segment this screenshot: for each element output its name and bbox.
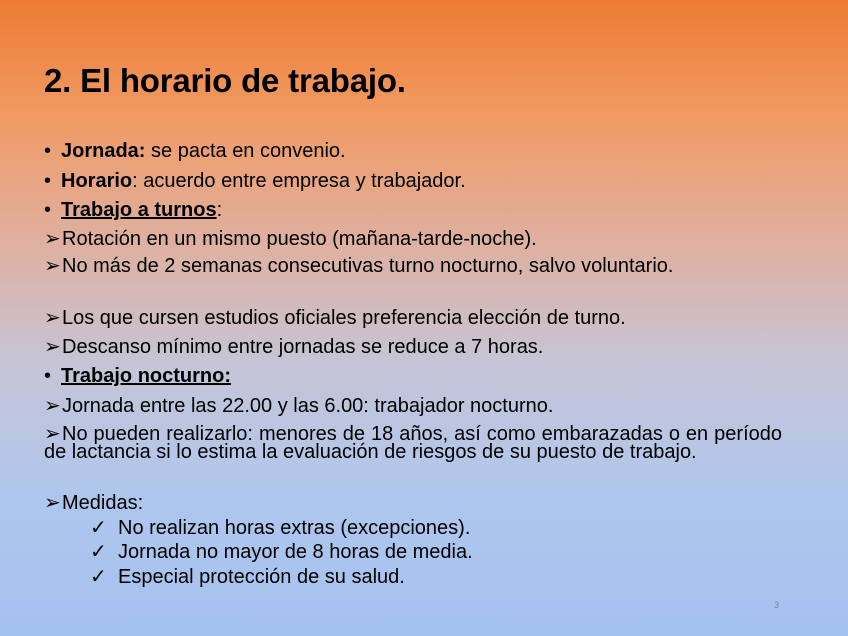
turnos-4-text: Descanso mínimo entre jornadas se reduce a 7 horas. bbox=[62, 336, 544, 358]
bullet-icon: • bbox=[44, 170, 52, 192]
slide-title: 2. El horario de trabajo. bbox=[44, 62, 406, 99]
arrow-icon: ➢ bbox=[44, 423, 61, 445]
list-item-medidas-2 bbox=[44, 542, 782, 562]
nocturno-1-text: Jornada entre las 22.00 y las 6.00: trabajador nocturno. bbox=[62, 395, 554, 417]
bullet-icon: • bbox=[44, 140, 52, 162]
turnos-1-text: Rotación en un mismo puesto (mañana-tarde-noche). bbox=[62, 228, 537, 250]
list-item-turnos bbox=[44, 200, 782, 220]
list-item-turnos-1 bbox=[44, 229, 782, 249]
list-item-nocturno-2 bbox=[44, 425, 782, 461]
turnos-label: Trabajo a turnos bbox=[61, 199, 217, 221]
list-item-turnos-4 bbox=[44, 337, 782, 357]
nocturno-2-text: No pueden realizarlo: menores de 18 años, así como embarazadas o en período de lactancia si lo estima la evaluación de riesgos de su puesto de trabajo. bbox=[44, 423, 782, 463]
check-icon: ✓ bbox=[90, 566, 107, 588]
bullet-icon: • bbox=[44, 365, 52, 387]
medidas-1-text: No realizan horas extras (excepciones). bbox=[118, 517, 471, 539]
jornada-text: se pacta en convenio. bbox=[145, 140, 346, 162]
list-item-jornada bbox=[44, 141, 782, 161]
list-item-medidas bbox=[44, 493, 782, 513]
medidas-2-text: Jornada no mayor de 8 horas de media. bbox=[118, 541, 473, 563]
arrow-icon: ➢ bbox=[44, 395, 61, 417]
horario-text: : acuerdo entre empresa y trabajador. bbox=[132, 170, 466, 192]
arrow-icon: ➢ bbox=[44, 255, 61, 277]
slide-number: 3 bbox=[774, 600, 780, 610]
check-icon: ✓ bbox=[90, 541, 107, 563]
turnos-2-text: No más de 2 semanas consecutivas turno nocturno, salvo voluntario. bbox=[62, 255, 674, 277]
arrow-icon: ➢ bbox=[44, 228, 61, 250]
list-item-turnos-3 bbox=[44, 308, 782, 328]
turnos-3-text: Los que cursen estudios oficiales preferencia elección de turno. bbox=[62, 307, 626, 329]
list-item-horario bbox=[44, 171, 782, 191]
list-item-medidas-1 bbox=[44, 518, 782, 538]
list-item-turnos-2 bbox=[44, 255, 782, 277]
bullet-icon: • bbox=[44, 199, 52, 221]
list-item-medidas-3 bbox=[44, 567, 782, 587]
list-item-nocturno-1 bbox=[44, 396, 782, 416]
list-item-nocturno bbox=[44, 366, 782, 386]
check-icon: ✓ bbox=[90, 517, 107, 539]
arrow-icon: ➢ bbox=[44, 336, 61, 358]
nocturno-label: Trabajo nocturno: bbox=[61, 365, 231, 387]
jornada-label: Jornada: bbox=[61, 140, 146, 162]
turnos-colon: : bbox=[216, 199, 223, 221]
horario-label: Horario bbox=[61, 170, 133, 192]
arrow-icon: ➢ bbox=[44, 307, 61, 329]
medidas-label: Medidas: bbox=[62, 492, 144, 514]
medidas-3-text: Especial protección de su salud. bbox=[118, 566, 405, 588]
arrow-icon: ➢ bbox=[44, 492, 61, 514]
